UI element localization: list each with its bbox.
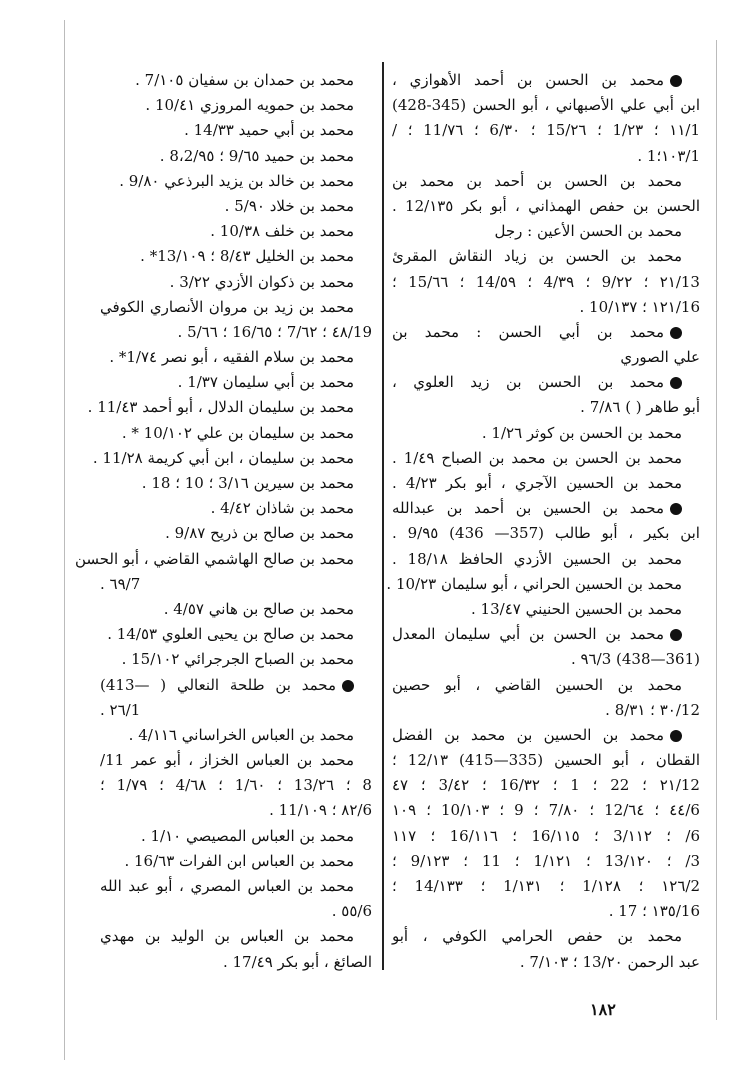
index-line-text: محمد بن العباس الخزاز ، أبو عمر 11/ [100,751,354,770]
index-line [392,597,700,622]
index-line-text: محمد بن الحسين القاضي ، أبو حصين [392,675,682,694]
index-line [392,194,700,219]
index-line [100,345,372,370]
index-line-text: 6/٤٤ ؛ 12/٦٤ ؛ 7/٨٠ ؛ 9 ؛ 10/١٠٣ ؛ ١٠٩ [392,801,700,820]
index-line [392,295,700,320]
index-line [100,370,372,395]
index-line-text: محمد بن أبي الحسن : محمد بن [392,322,664,341]
index-line-text: محمد بن أبي سليمان 1/٣٧ . [177,373,354,392]
index-line-text: محمد بن الحسين الحنيني 13/٤٧ . [471,599,682,618]
index-line [392,798,700,823]
index-line [100,698,372,723]
index-line [392,144,700,169]
index-line [392,446,700,471]
index-line [100,622,372,647]
index-line-text: محمد بن الحسين الآجري ، أبو بكر 4/٢٣ . [392,474,682,492]
index-line [100,673,372,698]
index-line [92,446,372,471]
index-line [100,748,372,773]
index-line [100,295,372,320]
entry-bullet-icon [670,327,682,339]
right-column [386,68,700,975]
index-line [392,622,700,647]
index-line [100,219,372,244]
index-line [392,93,700,118]
index-line-text: محمد بن ذكوان الأزدي 3/٢٢ . [169,272,354,291]
index-line-text: 16/١٣٥ ؛ 17 . [608,902,700,921]
index-line [100,924,372,949]
index-line [100,647,372,672]
index-line [100,93,372,118]
index-line-text: 6/ ؛ 3/١١٢ ؛ 16/١١٥ ؛ 16/١١٦ ؛ ١١٧ [392,826,700,845]
index-line [392,773,700,798]
index-line-text: محمد بن الحسين بن أحمد بن عبدالله [392,499,664,518]
index-line-text: 12/٣٠ ؛ 8/٣١ . [605,700,700,719]
entry-bullet-icon [670,503,682,515]
index-line-text: ابن بكير ، أبو طالب (357— 436) 9/٩٥ . [392,524,700,543]
index-line [392,849,700,874]
index-line [392,824,700,849]
index-line [392,118,700,143]
index-line-text: محمد بن طلحة النعالي ( —413) [100,675,336,694]
index-line-text: محمد بن شاذان 4/٤٢ . [210,499,354,518]
index-line-text: 2/١٢٦ ؛ 1/١٢٨ ؛ 1/١٣١ ؛ 14/١٣٣ ؛ [392,877,700,895]
index-line-text: محمد بن الحسن الأعين : رجل [494,222,682,241]
index-line-text: علي الصوري [620,348,700,367]
index-line-text: محمد بن الخليل 8/٤٣ ؛ 13/١٠٩* . [140,247,354,266]
index-line [100,597,372,622]
index-line [100,320,372,345]
index-line-text: محمد بن سليمان الدلال ، أبو أحمد 11/٤٣ . [87,398,354,417]
index-line-text: محمد بن الحسن بن أحمد الأهوازي ، [392,71,664,89]
index-line-text: محمد بن الحسن بن أحمد بن محمد بن [392,171,682,190]
index-line-text: 13/٢١ ؛ 9/٢٢ ؛ 4/٣٩ ؛ 14/٥٩ ؛ 15/٦٦ ؛ [392,272,700,291]
index-line [392,370,700,395]
index-line [392,748,700,773]
index-line-text: محمد بن سليمان بن علي 10/١٠٢ * . [121,423,354,442]
index-line-text: 1/١٠٣؛1 . [637,146,700,165]
index-line [392,899,700,924]
index-line-text: محمد بن سليمان ، ابن أبي كريمة 11/٢٨ . [92,448,354,467]
index-line [392,647,700,672]
index-line-text: محمد بن حمويه المروزي 10/٤١ . [145,96,354,115]
index-line-text: محمد بن حفص الحرامي الكوفي ، أبو [392,927,682,946]
index-line [100,899,372,924]
index-line-text: محمد بن خالد بن يزيد البرذعي 9/٨٠ . [119,171,354,190]
index-line-text: محمد بن صالح بن يحيى العلوي 14/٥٣ . [107,625,354,644]
index-line [392,521,700,546]
index-line-text: محمد بن حمدان بن سفيان 7/١٠٥ . [135,71,354,89]
index-line-text: محمد بن الحسن بن أبي سليمان المعدل [392,625,664,644]
index-line [100,471,372,496]
scan-artifact-line [64,20,65,1060]
index-line-text: القطان ، أبو الحسين (335—415) 12/١٣ ؛ [392,751,700,770]
index-line-text: محمد بن الحسين الحراني ، أبو سليمان 10/٢٣ . [386,574,682,593]
scan-artifact-line [716,40,717,1020]
index-line [100,798,372,823]
index-line-text: محمد بن العباس المصيصي 1/١٠ . [140,826,354,845]
index-line [100,169,372,194]
index-line [100,270,372,295]
index-line [392,547,700,572]
index-line [100,723,372,748]
index-line-text: محمد بن الحسين الأزدي الحافظ 18/١٨ . [392,549,682,568]
index-line [100,572,372,597]
index-line-text: 7/٦٩ . [100,574,141,593]
index-line-text: 19/٤٨ ؛ 7/٦٢ ؛ 16/٦٥ ؛ 5/٦٦ . [177,322,372,341]
index-line-text: محمد بن سلام الفقيه ، أبو نصر 1/٧٤* . [109,348,354,367]
index-line-text: محمد بن الصباح الجرجرائي 15/١٠٢ . [121,650,354,669]
index-line-text: محمد بن العباس الخراساني 4/١١٦ . [128,725,354,744]
index-line [100,118,372,143]
index-line [392,950,700,975]
column-divider [382,62,384,970]
index-line [100,950,372,975]
index-line-text: محمد بن أبي حميد 14/٣٣ . [184,121,354,140]
index-line [100,874,372,899]
index-line-text: محمد بن صالح الهاشمي القاضي ، أبو الحسن [74,549,354,568]
index-line [87,395,372,420]
index-line [100,421,372,446]
index-line [100,773,372,798]
index-line-text: محمد بن صالح بن ذريح 9/٨٧ . [165,524,354,543]
index-line [392,421,700,446]
index-line [392,270,700,295]
index-line [74,547,372,572]
entry-bullet-icon [670,730,682,742]
index-line-text: محمد بن خلاد 5/٩٠ . [224,196,354,215]
index-line-text: محمد بن الحسين بن محمد بن الفضل [392,725,664,744]
index-line [100,144,372,169]
index-line-text: 1/١١ ؛ 1/٢٣ ؛ 15/٢٦ ؛ 6/٣٠ ؛ 11/٧٦ ؛ / [392,121,700,140]
index-line [100,68,372,93]
index-line [392,320,700,345]
index-line-text: محمد بن الحسن بن زيد العلوي ، [392,373,664,392]
left-column [74,68,372,975]
index-line-text: الحسن بن حفص الهمذاني ، أبو بكر 12/١٣٥ . [392,196,700,215]
index-line-text: محمد بن سيرين 3/١٦ ؛ 10 ؛ 18 . [141,474,354,492]
index-line-text: 16/١٢١ ؛ 10/١٣٧ . [579,297,700,316]
index-line [392,496,700,521]
entry-bullet-icon [670,377,682,389]
index-line-text: 6/٨٢ ؛ 11/١٠٩ . [269,801,372,820]
index-line-text: محمد بن العباس ابن الفرات 16/٦٣ . [124,851,354,870]
index-line [392,874,700,899]
index-line [100,849,372,874]
index-line [100,194,372,219]
index-line-text: الصائغ ، أبو بكر 17/٤٩ . [222,952,372,971]
index-line-text: 3/ ؛ 13/١٢٠ ؛ 1/١٢١ ؛ 11 ؛ 9/١٢٣ ؛ [392,851,700,870]
index-line-text: 12/٢١ ؛ 22 ؛ 1 ؛ 16/٣٢ ؛ 3/٤٢ ؛ ٤٧ [392,776,700,795]
index-line [392,395,700,420]
index-line [392,673,700,698]
index-line-text: ابن أبي علي الأصبهاني ، أبو الحسن (345-428) [392,96,700,115]
index-line [392,345,700,370]
index-line [386,572,700,597]
index-line-text: محمد بن الحسن بن زياد النقاش المقرئ [392,247,682,266]
index-line-text: محمد بن الحسن بن محمد بن الصباح 1/٤٩ . [392,448,682,467]
index-line-text: محمد بن الحسن بن كوثر 1/٢٦ . [481,423,682,442]
entry-bullet-icon [670,75,682,87]
index-line [392,723,700,748]
index-line [100,496,372,521]
index-line [100,521,372,546]
index-line-text: 6/٥٥ . [331,902,372,921]
index-line [392,698,700,723]
index-line-text: (361—438) 3/٩٦ . [570,650,700,669]
index-line [392,169,700,194]
index-line-text: أبو طاهر ( ) 7/٨٦ . [580,398,700,417]
entry-bullet-icon [342,680,354,692]
index-line-text: 1/٢٦ . [100,700,141,719]
page-number: ١٨٢ [590,1000,616,1019]
index-line-text: محمد بن العباس بن الوليد بن مهدي [100,927,354,946]
index-line [392,471,700,496]
index-line [100,824,372,849]
index-line-text: محمد بن حميد 9/٦٥ ؛ 8،2/٩٥ . [159,146,354,165]
index-line-text: عبد الرحمن 13/٢٠ ؛ 7/١٠٣ . [519,952,700,971]
index-line [392,244,700,269]
index-line-text: محمد بن العباس المصري ، أبو عبد الله [100,877,354,895]
index-line [392,924,700,949]
index-line-text: محمد بن صالح بن هاني 4/٥٧ . [163,599,354,618]
index-line [100,244,372,269]
index-line-text: محمد بن زيد بن مروان الأنصاري الكوفي [100,297,354,316]
index-line [392,68,700,93]
index-line-text: محمد بن خلف 10/٣٨ . [210,222,354,241]
index-line-text: 8 ؛ 13/٢٦ ؛ 1/٦٠ ؛ 4/٦٨ ؛ 1/٧٩ ؛ [100,776,372,795]
entry-bullet-icon [670,629,682,641]
index-line [392,219,700,244]
